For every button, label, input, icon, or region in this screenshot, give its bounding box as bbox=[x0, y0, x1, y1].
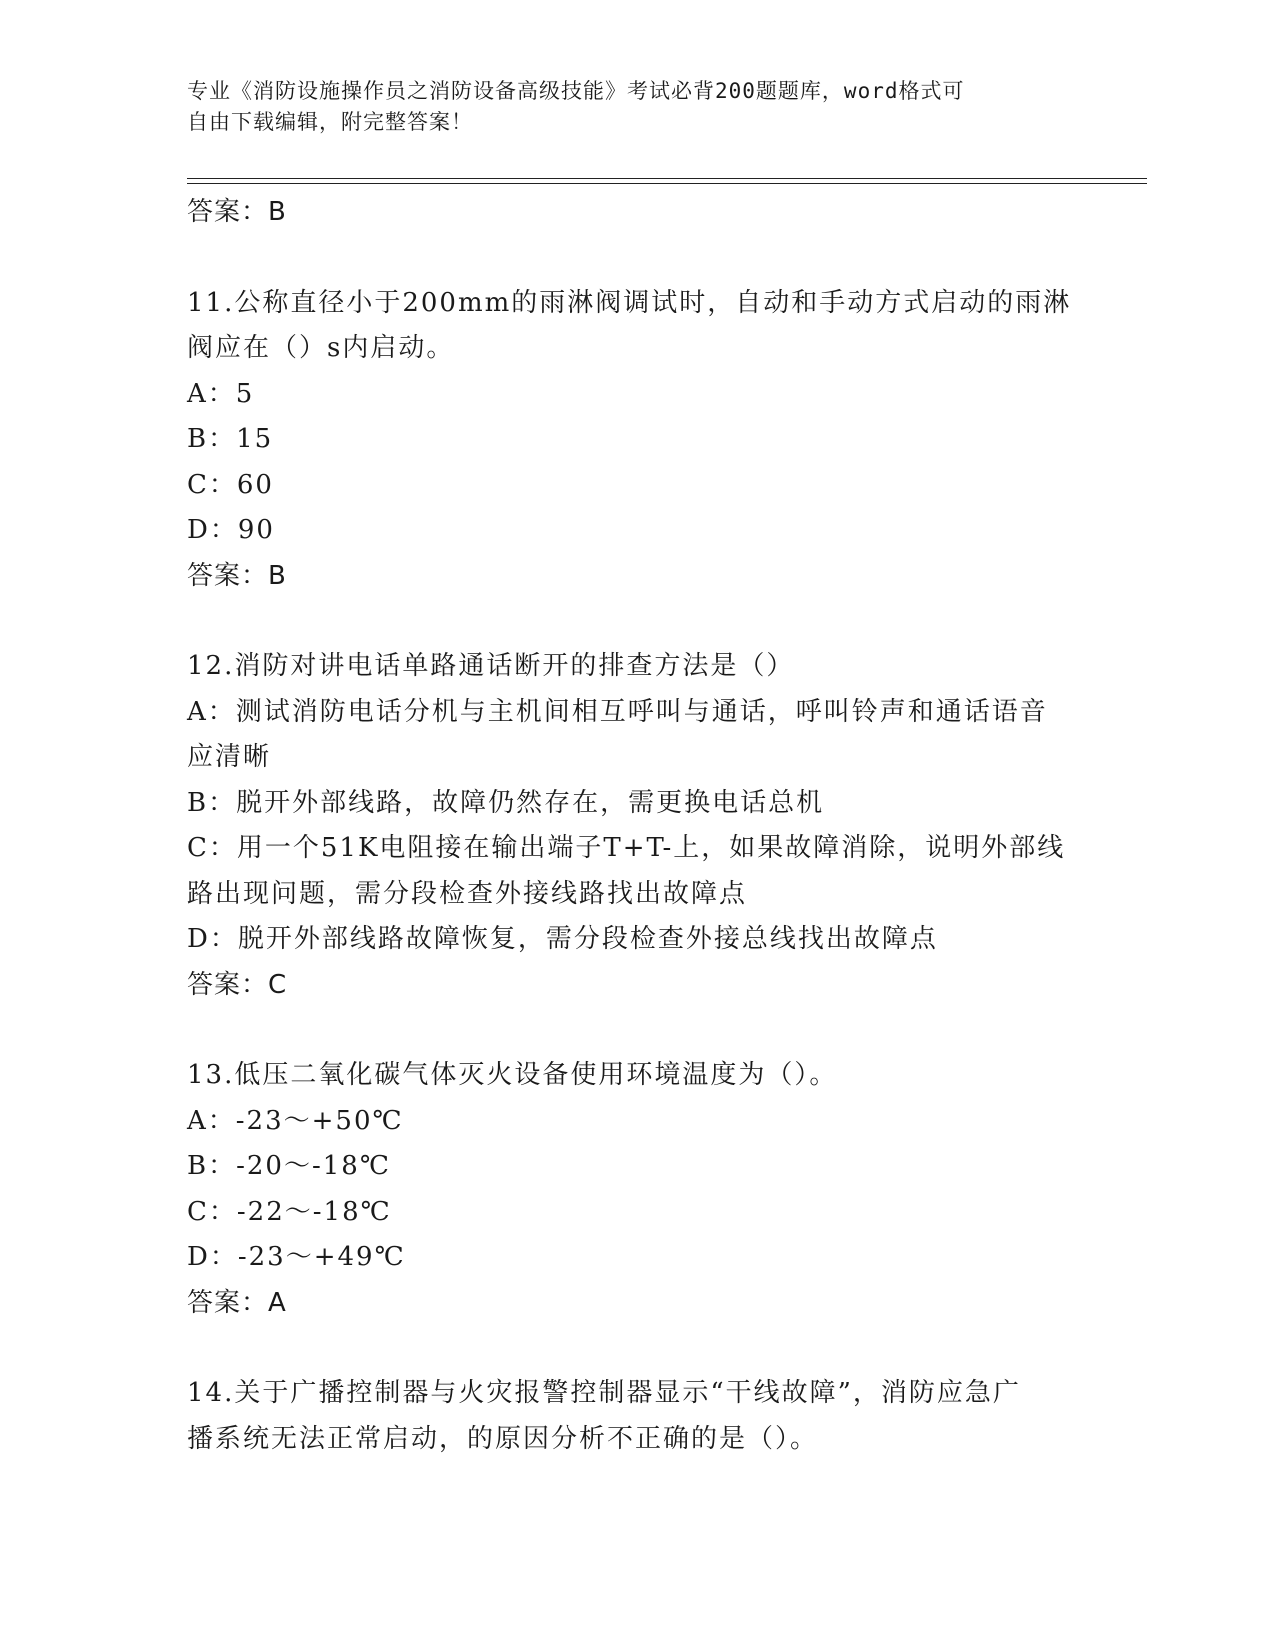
option-d: D：90 bbox=[187, 515, 275, 545]
question-text: 播系统无法正常启动，的原因分析不正确的是（）。 bbox=[187, 1423, 819, 1454]
answer: 答案：B bbox=[187, 560, 287, 591]
question-12 bbox=[187, 644, 1087, 1008]
option-b: B：15 bbox=[187, 424, 274, 454]
option-d: D：脱开外部线路故障恢复，需分段检查外接总线找出故障点 bbox=[187, 924, 938, 954]
option-b: B：脱开外部线路，故障仍然存在，需更换电话总机 bbox=[187, 787, 825, 818]
answer: 答案：A bbox=[187, 1287, 287, 1318]
option-a: A：测试消防电话分机与主机间相互呼叫与通话，呼叫铃声和通话语音 bbox=[187, 696, 1048, 727]
header-line-2: 自由下载编辑，附完整答案！ bbox=[187, 110, 473, 134]
spacer bbox=[187, 1326, 1087, 1371]
option-a: A：-23～+50℃ bbox=[187, 1105, 404, 1136]
option-a: A：5 bbox=[187, 378, 255, 409]
option-c: C：60 bbox=[187, 469, 274, 500]
question-text: 14.关于广播控制器与火灾报警控制器显示“干线故障”，消防应急广 bbox=[187, 1378, 1021, 1408]
question-text: 11.公称直径小于200mm的雨淋阀调试时，自动和手动方式启动的雨淋 bbox=[187, 287, 1072, 318]
option-b: B：-20～-18℃ bbox=[187, 1151, 391, 1181]
option-d: D：-23～+49℃ bbox=[187, 1242, 406, 1272]
question-14 bbox=[187, 1371, 1087, 1462]
document-header bbox=[187, 76, 1087, 138]
spacer bbox=[187, 236, 1087, 281]
question-text: 12.消防对讲电话单路通话断开的排查方法是（） bbox=[187, 651, 795, 681]
question-13 bbox=[187, 1053, 1087, 1326]
header-divider bbox=[187, 178, 1147, 184]
question-text: 阀应在（）s内启动。 bbox=[187, 333, 455, 363]
answer: 答案：C bbox=[187, 969, 288, 1000]
option-a-continued: 应清晰 bbox=[187, 742, 272, 772]
question-text: 13.低压二氧化碳气体灭火设备使用环境温度为（）。 bbox=[187, 1060, 838, 1090]
question-list bbox=[187, 190, 1087, 1462]
option-c-continued: 路出现问题，需分段检查外接线路找出故障点 bbox=[187, 878, 748, 909]
header-line-1: 专业《消防设施操作员之消防设备高级技能》考试必背200题题库，word格式可 bbox=[187, 79, 965, 103]
spacer bbox=[187, 1008, 1087, 1053]
question-11 bbox=[187, 281, 1087, 600]
spacer bbox=[187, 599, 1087, 644]
option-c: C：用一个51K电阻接在输出端子T+T-上，如果故障消除，说明外部线 bbox=[187, 833, 1066, 863]
option-c: C：-22～-18℃ bbox=[187, 1196, 392, 1227]
previous-answer: 答案：B bbox=[187, 197, 287, 227]
